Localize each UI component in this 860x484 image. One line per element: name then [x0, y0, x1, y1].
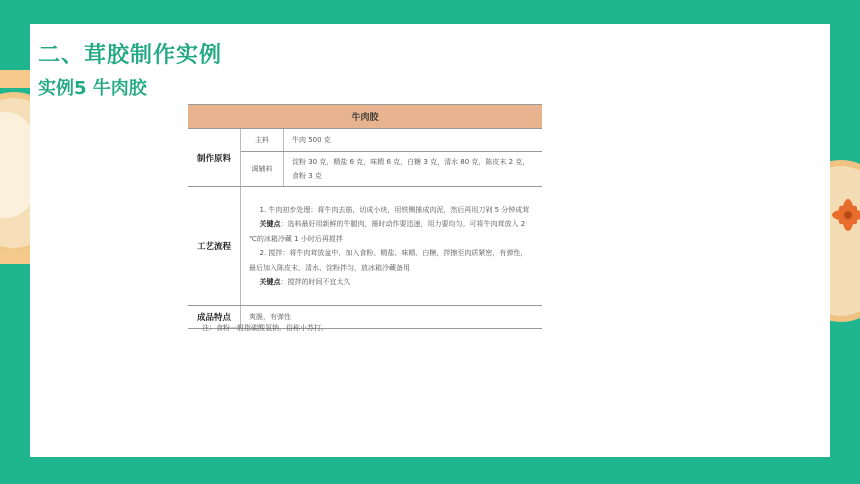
process-key-1: [249, 217, 534, 246]
process-key-2: [249, 275, 534, 290]
key-point-2-label: 关键点: [259, 278, 281, 286]
page-title: 二、茸胶制作实例: [38, 43, 223, 68]
process-step-2: 2. 搅拌：将牛肉茸放盆中，加入食粉、精盐、味精、白糖，拌擦至肉质紧密，有弹性，最后加入陈皮末、清水、淀粉拌匀，放冰箱冷藏备用: [249, 249, 528, 272]
key-point-1-text: ：选料最好用新鲜的牛腿肉，捶时动作要迅速，用力要均匀。可将牛肉茸放入 2 ℃的冰箱冷藏 1 小时后再搅拌: [249, 220, 526, 243]
table-row-process: [188, 187, 542, 306]
table-title: 牛肉胶: [188, 105, 542, 129]
table-header-row: [188, 105, 542, 129]
feature-label: 成品特点: [188, 306, 241, 329]
aux-ingredient-value: 淀粉 30 克，精盐 6 克，味精 6 克，白糖 3 克，清水 80 克，陈皮末 2 克，食粉 3 克: [284, 152, 543, 187]
ingredients-label: 制作原料: [188, 129, 241, 187]
process-cell: [241, 187, 543, 306]
aux-ingredient-label: 调辅料: [241, 152, 284, 187]
main-ingredient-label: 主料: [241, 129, 284, 152]
page-subtitle: 实例5 牛肉胶: [38, 78, 147, 99]
table-row-main: [188, 129, 542, 152]
feature-value: 爽脆，有弹性: [241, 306, 543, 329]
process-step-1: 1. 牛肉初步处理：将牛肉去筋，切成小块，用铁铡捶成肉泥，然后再用刀剁 5 分钟成茸: [259, 205, 530, 214]
key-point-2-text: ：搅拌的时间不宜太久: [280, 278, 351, 286]
table-footnote: 注：食粉一般指碳酸氢钠，俗称小苏打。: [202, 324, 328, 332]
main-ingredient-value: 牛肉 500 克: [284, 129, 543, 152]
key-point-1-label: 关键点: [259, 220, 281, 228]
table-row-aux: [188, 152, 542, 187]
recipe-table: [188, 104, 542, 329]
process-label: 工艺流程: [188, 187, 241, 306]
